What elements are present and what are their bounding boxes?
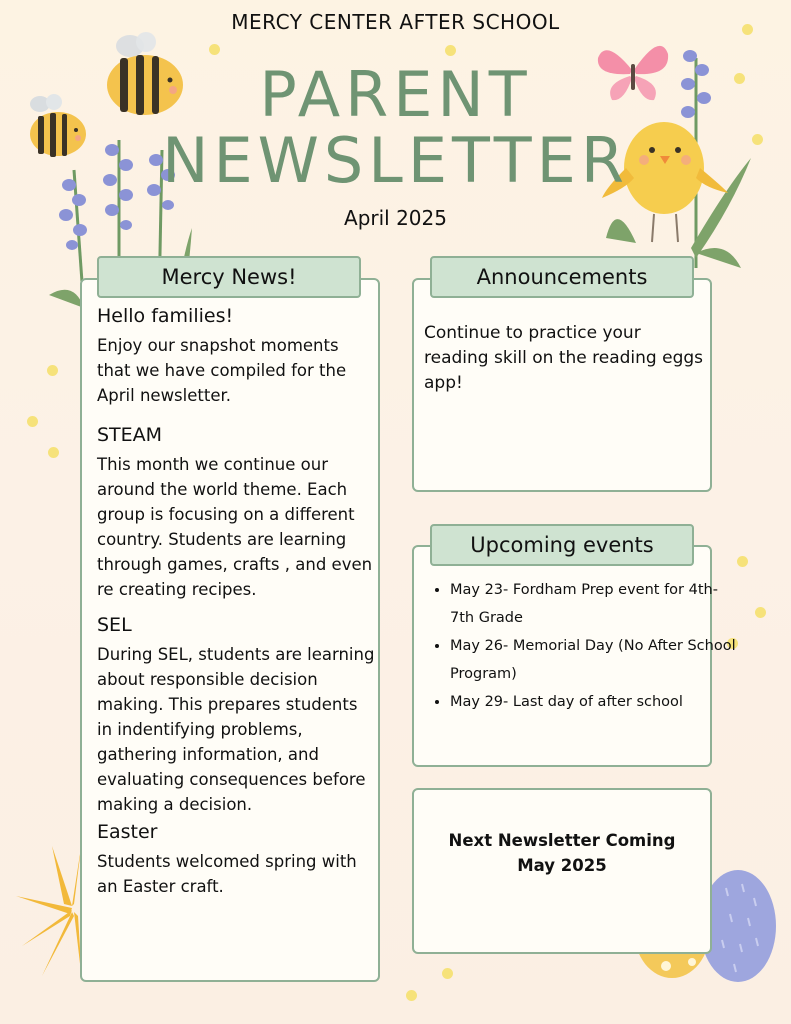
section-heading: STEAM — [97, 424, 163, 446]
event-item: • May 23- Fordham Prep event for 4th-7th Grade — [450, 576, 740, 632]
confetti-dot — [442, 968, 453, 979]
confetti-dot — [737, 556, 748, 567]
confetti-dot — [209, 44, 220, 55]
event-item: • May 29- Last day of after school — [450, 688, 740, 716]
section-heading: SEL — [97, 614, 132, 636]
section-text: Students welcomed spring with an Easter craft. — [97, 852, 357, 896]
organization-name: MERCY CENTER AFTER SCHOOL — [231, 10, 560, 34]
next-newsletter-line2: May 2025 — [517, 856, 607, 875]
page-title-line2: NEWSLETTER — [162, 124, 629, 197]
news-body — [97, 305, 375, 915]
events-list — [420, 576, 740, 716]
section-text: During SEL, students are learning about responsible decision making. This prepares students in indentifying problems, gathering information, and evaluating consequences before making a decision. — [97, 645, 375, 814]
section-text: Enjoy our snapshot moments that we have compiled for the April newsletter. — [97, 336, 347, 405]
page-title-line1: PARENT — [259, 58, 532, 131]
announcements-tab: Announcements — [430, 256, 694, 298]
next-newsletter-text — [412, 828, 712, 878]
section-text: This month we continue our around the world theme. Each group is focusing on a different country. Students are learning through games, crafts , and even re creating recipes. — [97, 455, 373, 599]
issue-date: April 2025 — [344, 206, 447, 230]
confetti-dot — [47, 365, 58, 376]
events-tab: Upcoming events — [430, 524, 694, 566]
confetti-dot — [406, 990, 417, 1001]
section-heading: Hello families! — [97, 305, 234, 327]
confetti-dot — [445, 45, 456, 56]
next-newsletter-line1: Next Newsletter Coming — [448, 831, 676, 850]
event-item: • May 26- Memorial Day (No After School Program) — [450, 632, 740, 688]
confetti-dot — [27, 416, 38, 427]
confetti-dot — [755, 607, 766, 618]
section-heading: Easter — [97, 821, 158, 843]
confetti-dot — [48, 447, 59, 458]
announcement-text: Continue to practice your reading skill on the reading eggs app! — [424, 323, 704, 393]
news-tab: Mercy News! — [97, 256, 361, 298]
